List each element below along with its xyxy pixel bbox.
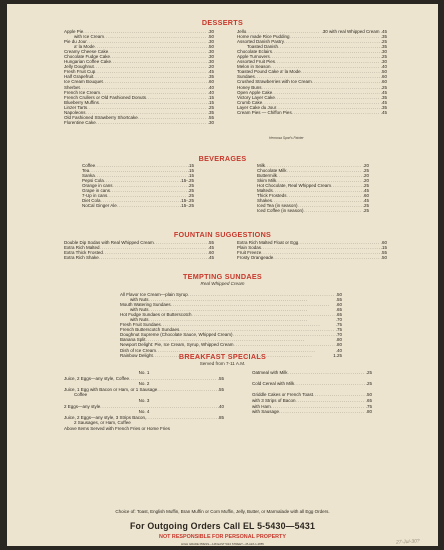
item-name: Assorted Fruit Pies — [237, 59, 276, 65]
item-name: Fresh Fruit Sundaes — [120, 322, 161, 328]
item-price: .35 — [380, 34, 387, 40]
item-name: Orange in cans — [82, 183, 113, 189]
fountain-suggestions-heading: FOUNTAIN SUGGESTIONS — [173, 230, 272, 239]
item-price: .80 — [365, 409, 372, 415]
item-price: .30 — [207, 59, 214, 65]
item-name: Linzer Tarts — [64, 104, 88, 110]
item-name: Chocolate Fudge Cake — [64, 54, 111, 60]
item-price: .60 — [380, 240, 387, 245]
item-price: .80 — [335, 337, 342, 343]
item-name: Diet Cola — [82, 198, 101, 204]
item-name: with Sausage — [252, 409, 280, 415]
item-name: Shakes — [257, 198, 273, 204]
item-name: Banana Split — [120, 337, 146, 343]
item-name: Honey Buns — [237, 84, 262, 90]
item-price: .45 — [380, 109, 387, 115]
item-name: Doughnut Supreme (Chocolate Sauce, Whipped Cream) — [120, 332, 233, 338]
item-name: Sherbet — [64, 84, 80, 90]
item-price: .55 — [380, 250, 387, 256]
special-2-text: Juice, 1 Egg with Bacon or Ham, or 1 Sausage — [64, 386, 158, 392]
item-price: .40 — [380, 64, 387, 70]
item-name: Blueberry Muffins — [64, 99, 99, 105]
item-name: Extra Rich Malted — [64, 245, 100, 251]
leader-dots — [303, 208, 361, 213]
item-price: .30 — [207, 29, 214, 34]
item-price: .25 — [380, 84, 387, 90]
item-name: Layer Cake du Jour — [237, 104, 277, 110]
item-price: .30 — [380, 59, 387, 65]
breakfast-numbered-specials — [64, 370, 224, 432]
desserts-heading: DESSERTS — [201, 18, 244, 27]
item-name: Hungarian Coffee Cake — [64, 59, 111, 65]
item-price: .35 — [380, 44, 387, 50]
leader-dots — [273, 255, 379, 260]
item-name: French Crullers or Old Fashioned Donuts — [64, 94, 147, 100]
item-price: .25 — [362, 168, 369, 174]
item-name: Extra Thick Frosted — [64, 250, 103, 256]
special-2-price: .55 — [217, 386, 224, 392]
item-name: Sundaes — [237, 74, 255, 80]
item-price: .65 — [335, 312, 342, 318]
item-name: Pie du Jour — [64, 39, 87, 45]
item-name: Toasted Pound Cake a' la Mode — [237, 69, 301, 75]
item-name: with Ice Cream — [74, 34, 105, 40]
item-name: French Butterscotch Sundaes — [120, 327, 180, 333]
breakfast-specials-heading: BREAKFAST SPECIALS — [178, 352, 267, 361]
item-name: Malteds — [257, 188, 273, 194]
item-price: .15-.25 — [179, 203, 194, 209]
item-name: Milk — [257, 163, 265, 168]
item-name: Apple Turnovers — [237, 54, 270, 60]
item-name: Crushed Strawberries with Ice Cream — [237, 79, 312, 85]
item-price: .50 — [207, 34, 214, 40]
item-name: with Ham — [252, 403, 271, 409]
item-price: .25 — [362, 183, 369, 189]
item-name: Double Dip Sodas with Real Whipped Cream — [64, 240, 154, 245]
breakfast-subtitle: Served from 7-11 A.M. — [199, 361, 246, 366]
item-name: Chocolate Eclairs — [237, 49, 273, 55]
item-name: Chocolate Milk — [257, 168, 287, 174]
item-price: .40 — [335, 347, 342, 353]
item-price: .50 — [207, 44, 214, 50]
not-responsible-notice: NOT RESPONSIBLE FOR PERSONAL PROPERTY — [159, 534, 286, 540]
item-name: with Nuts — [130, 317, 149, 323]
item-price: .25 — [207, 104, 214, 110]
item-price: .35 — [380, 94, 387, 100]
beverage-item — [257, 208, 369, 213]
item-price: .25 — [362, 203, 369, 209]
item-name: Home made Rice Pudding — [237, 34, 290, 40]
leader-dots — [288, 370, 365, 376]
item-name: Napoleons — [64, 109, 86, 115]
item-price: .15-.25 — [179, 178, 194, 184]
special-3-price: .40 — [217, 403, 224, 409]
item-name: Buttermilk — [257, 173, 278, 179]
item-price: .75 — [335, 327, 342, 333]
outgoing-orders-line: For Outgoing Orders Call EL 5-5430—5431 — [129, 521, 316, 531]
fountain-item — [237, 255, 387, 260]
item-name: Jello — [237, 29, 247, 34]
item-price: .20 — [207, 64, 214, 70]
item-price: .25 — [365, 381, 372, 387]
item-price: .35 — [380, 104, 387, 110]
tempting-sundaes-heading: TEMPTING SUNDAES — [182, 272, 263, 281]
item-price: .50 — [380, 69, 387, 75]
beverages-right-list — [257, 163, 369, 213]
special-3-text: 2 Eggs—any style — [64, 403, 101, 409]
item-price: .75 — [335, 322, 342, 328]
item-price: .30 — [207, 119, 214, 125]
item-price: .45 — [207, 255, 214, 261]
item-name: Assorted Danish Pastry — [237, 39, 285, 45]
breakfast-note: Above Items Served with French Fries or Home Fries — [64, 425, 171, 431]
item-name: Sanka — [82, 173, 95, 179]
item-price: .15 — [187, 168, 194, 174]
item-price: .60 — [380, 79, 387, 85]
leader-dots — [96, 120, 207, 125]
item-price: .45 — [207, 245, 214, 251]
item-name: Tea — [82, 168, 90, 174]
item-name: Frosty Orangeade — [237, 255, 274, 261]
artist-credit: Hermosa Sport's Painter — [269, 136, 304, 140]
printer-imprint: HIGH GRADE PRESS—148 EAST 53rd STREET—PLAZA 1-2855 — [181, 542, 264, 546]
item-price: .60 — [362, 193, 369, 199]
item-name: Dish of Ice Cream — [120, 347, 157, 353]
sundaes-list — [120, 292, 342, 358]
item-name: French Ice Cream — [64, 89, 101, 95]
item-price: .15-.25 — [179, 198, 194, 204]
item-price: .25 — [187, 193, 194, 199]
leader-dots — [279, 409, 365, 415]
special-1-price: .55 — [217, 375, 224, 381]
item-price: .60 — [207, 250, 214, 256]
item-price: .15 — [207, 99, 214, 105]
item-name: with Nuts — [130, 307, 149, 313]
fountain-left-list — [64, 240, 214, 260]
item-price: .25 — [187, 188, 194, 194]
item-price: .25 — [380, 39, 387, 45]
item-name: Iced Coffee (in season) — [257, 208, 304, 214]
item-name: Coffee — [82, 163, 96, 168]
leader-dots — [294, 381, 364, 387]
special-4-number: No. 4 — [138, 409, 150, 415]
item-name: Cold Cereal with Milk — [252, 381, 295, 387]
item-price: .20 — [362, 173, 369, 179]
item-price: .50 — [335, 292, 342, 297]
item-name: a' la Mode — [74, 44, 95, 50]
pencil-date-mark: 27-Jul-30? — [395, 538, 420, 546]
special-1-text: Juice, 2 Eggs—any style, Coffee — [64, 375, 129, 381]
item-name: with 3 Strips of Bacon — [252, 397, 296, 403]
item-name: Fresh Fruit Cup — [64, 69, 96, 75]
item-price: .65 — [335, 307, 342, 313]
item-price: .75 — [365, 403, 372, 409]
special-4-price: .85 — [217, 414, 224, 420]
dessert-item — [237, 110, 387, 115]
item-price: .30 — [380, 49, 387, 55]
item-price: .55 — [207, 240, 214, 245]
fountain-item — [64, 255, 214, 260]
item-price: .25 — [365, 370, 372, 375]
desserts-left-list — [64, 29, 214, 125]
item-name: Hot Chocolate, Real Whipped Cream — [257, 183, 332, 189]
item-price: .55 — [335, 297, 342, 303]
item-name: Oatmeal with Milk — [252, 370, 288, 375]
special-3-number: No. 3 — [138, 397, 150, 403]
sundaes-subtitle: Real Whipped Cream — [200, 281, 245, 286]
item-name: Pepsi Cola — [82, 178, 104, 184]
item-name: All Flavor Ice Cream—plain Syrup — [120, 292, 188, 297]
item-price: .45 — [207, 69, 214, 75]
special-1-number: No. 1 — [138, 370, 150, 375]
item-name: with Nuts — [130, 297, 149, 303]
leader-dots — [292, 110, 380, 115]
item-price: .45 — [380, 89, 387, 95]
item-price: .30 — [207, 49, 214, 55]
item-price: .40 — [207, 84, 214, 90]
item-name: Grape in cans — [82, 188, 111, 194]
item-name: Iced Tea (in season) — [257, 203, 298, 209]
item-name: Extra Rich Shake — [64, 255, 99, 261]
item-price: .30 — [207, 54, 214, 60]
item-price: .60 — [380, 74, 387, 80]
item-price: 1.25 — [333, 352, 342, 358]
item-price: .45 — [380, 99, 387, 105]
item-name: Mouth Watering Sundaes — [120, 302, 171, 308]
item-name: Open Apple Cake — [237, 89, 273, 95]
item-name: Jelly Doughnut — [64, 64, 94, 70]
item-price: .50 — [365, 392, 372, 398]
menu-page — [7, 4, 438, 546]
item-name: Toasted Danish — [247, 44, 279, 50]
beverage-item — [82, 203, 194, 208]
item-price: .80 — [335, 342, 342, 348]
item-price: .15 — [187, 173, 194, 179]
item-price: .15 — [207, 94, 214, 100]
item-price: .60 — [207, 79, 214, 85]
item-price: .55 — [207, 114, 214, 120]
item-name: 7-Up in cans — [82, 193, 108, 199]
special-2-line2: Coffee — [74, 392, 88, 398]
item-price: .15 — [380, 245, 387, 251]
item-price: .70 — [335, 317, 342, 323]
breakfast-item — [252, 370, 372, 376]
item-name: Apple Pie — [64, 29, 84, 34]
breakfast-item — [252, 409, 372, 415]
item-price: .20 — [362, 178, 369, 184]
breakfast-choice-note: Choice of: Toast, English Muffin, Bran Muffin or Corn Muffin, Jelly, Butter, or Marmalade with all Egg Orders. — [115, 509, 330, 514]
item-price: .65 — [365, 397, 372, 403]
item-name: Creamy Cheese Cake — [64, 49, 109, 55]
item-name: Newport Delight: Pie, Ice Cream, Syrup, Whipped Cream — [120, 342, 234, 348]
special-2-number: No. 2 — [138, 381, 150, 387]
item-name: Griddle Cakes or French Toast — [252, 392, 313, 398]
item-name: Crumb Cake — [237, 99, 263, 105]
item-price: .45 — [362, 188, 369, 194]
special-4-line2: 2 Sausages, or Ham, Coffee — [74, 420, 131, 426]
item-price: .40 — [207, 89, 214, 95]
item-price: .70 — [335, 332, 342, 338]
item-price: .15 — [187, 163, 194, 168]
item-price: .50 — [380, 255, 387, 261]
item-price: .25 — [380, 54, 387, 60]
special-4-text: Juice, 2 Eggs—any style, 3 Strips Bacon, — [64, 414, 147, 420]
beverages-heading: BEVERAGES — [198, 154, 247, 163]
item-name: Rainbow Delight — [120, 352, 153, 358]
item-name: Extra Rich Malted Float or Egg — [237, 240, 299, 245]
leader-dots — [117, 203, 179, 208]
item-price: .35 — [207, 109, 214, 115]
breakfast-item — [252, 381, 372, 387]
breakfast-a-la-carte — [252, 370, 372, 415]
item-name: Victory Layer Cake — [237, 94, 275, 100]
item-name: Half Grapefruit — [64, 74, 94, 80]
item-price: .30 with real Whipped Cream .45 — [321, 29, 387, 34]
dessert-item — [64, 120, 214, 125]
fountain-right-list — [237, 240, 387, 260]
item-price: .60 — [335, 302, 342, 308]
item-name: Cream Pies — Chiffon Pies — [237, 109, 292, 115]
item-price: .45 — [362, 198, 369, 204]
desserts-right-list — [237, 29, 387, 115]
item-name: Thick Frosteds — [257, 193, 287, 199]
item-price: .20 — [362, 163, 369, 168]
item-name: Ice Cream Bouquet — [64, 79, 103, 85]
item-name: Plain Sodas — [237, 245, 262, 251]
beverages-left-list — [82, 163, 194, 208]
item-name: Melon in Season — [237, 64, 271, 70]
item-price: .35 — [207, 74, 214, 80]
item-name: Old Fashioned Strawberry Shortcake — [64, 114, 138, 120]
item-price: .30 — [207, 39, 214, 45]
special-2-row — [64, 387, 224, 393]
item-price: .25 — [187, 183, 194, 189]
item-name: Florentine Cake — [64, 119, 96, 125]
item-name: Skim Milk — [257, 178, 277, 184]
item-name: NoCal Ginger Ale — [82, 203, 117, 209]
item-name: Fruit Freeze — [237, 250, 262, 256]
item-name: Hot Fudge Sundaes or Butterscotch — [120, 312, 192, 318]
leader-dots — [99, 255, 207, 260]
item-price: .25 — [362, 208, 369, 214]
